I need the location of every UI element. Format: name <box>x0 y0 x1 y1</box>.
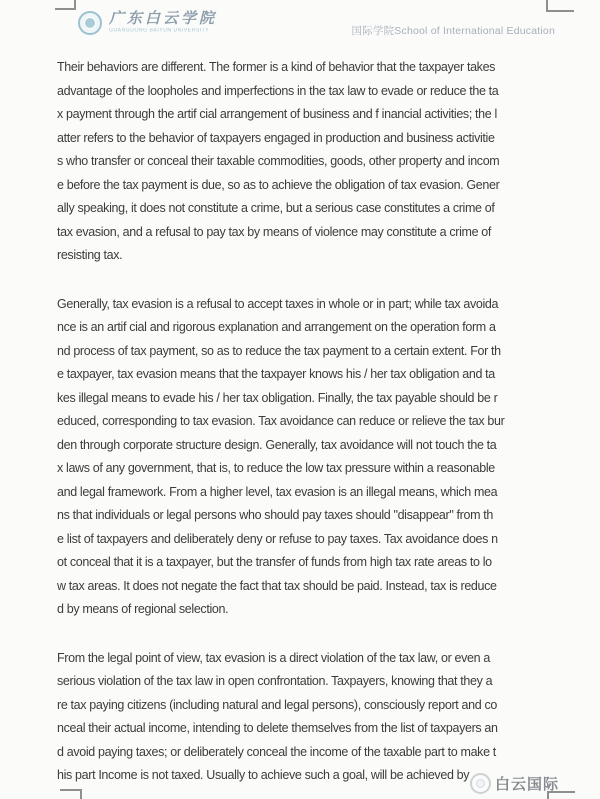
text-line: d avoid paying taxes; or deliberately conceal the income of the taxable part to make t <box>57 744 496 759</box>
text-line: ally speaking, it does not constitute a crime, but a serious case constitutes a crime of <box>57 201 495 215</box>
text-line: x laws of any government, that is, to reduce the low tax pressure within a reasonable <box>57 461 495 475</box>
text-line: den through corporate structure design. Generally, tax avoidance will not touch the ta <box>57 437 497 452</box>
watermark-logo-icon <box>470 773 491 794</box>
university-logo-icon <box>78 11 102 35</box>
text-line: ns that individuals or legal persons who should pay taxes should "disappear" from th <box>57 508 493 522</box>
paragraph <box>57 56 562 268</box>
text-line: nd process of tax payment, so as to reduce the tax payment to a certain extent. For th <box>57 343 501 358</box>
text-line: ot conceal that it is a taxpayer, but the transfer of funds from high tax rate areas to lo <box>57 555 492 569</box>
text-line: educed, corresponding to tax evasion. Tax avoidance can reduce or relieve the tax bur <box>57 414 505 428</box>
text-line: e before the tax payment is due, so as to achieve the obligation of tax evasion. Gener <box>57 177 500 192</box>
text-line: advantage of the loopholes and imperfections in the tax law to evade or reduce the ta <box>57 83 499 98</box>
document-body <box>57 56 562 788</box>
department-title: 国际学院School of International Education <box>351 25 555 37</box>
text-line: d by means of regional selection. <box>57 602 229 616</box>
paragraph <box>57 293 562 622</box>
text-line: x payment through the artif cial arrangement of business and f inancial activities; the l <box>57 107 497 121</box>
watermark <box>470 773 559 794</box>
text-line: kes illegal means to evade his / her tax obligation. Finally, the tax payable should be r <box>57 390 498 405</box>
text-line: nceal their actual income, intending to delete themselves from the list of taxpayers an <box>57 721 498 735</box>
text-line: e list of taxpayers and deliberately deny or refuse to pay taxes. Tax avoidance does n <box>57 531 498 546</box>
university-logo-emblem-icon <box>84 17 96 29</box>
corner-mark-top-left-icon <box>55 0 76 10</box>
watermark-logo-inner-icon <box>476 779 485 788</box>
text-line: s who transfer or conceal their taxable commodities, goods, other property and incom <box>57 154 500 168</box>
watermark-text: 白云国际 <box>495 776 560 793</box>
text-line: his part Income is not taxed. Usually to achieve such a goal, will be achieved by <box>57 768 470 782</box>
text-line: re tax paying citizens (including natural and legal persons), consciously report and co <box>57 697 497 712</box>
text-line: From the legal point of view, tax evasion is a direct violation of the tax law, or even a <box>57 650 490 665</box>
paragraph <box>57 647 562 788</box>
text-line: w tax areas. It does not negate the fact that tax should be paid. Instead, tax is reduce <box>57 578 497 593</box>
university-name-en: GUANGDONG BAIYUN UNIVERSITY <box>109 28 210 34</box>
university-logo-group <box>78 10 227 35</box>
text-line: serious violation of the tax law in open confrontation. Taxpayers, knowing that they a <box>57 674 493 688</box>
text-line: Generally, tax evasion is a refusal to accept taxes in whole or in part; while tax avoida <box>57 296 499 311</box>
page-header <box>78 10 555 38</box>
text-line: and legal framework. From a higher level, tax evasion is an illegal means, which mea <box>57 484 498 499</box>
text-line: tax evasion, and a refusal to pay tax by means of violence may constitute a crime of <box>57 224 492 239</box>
university-name-cn: 广东白云学院 <box>109 9 218 27</box>
text-line: nce is an artif cial and rigorous explanation and arrangement on the operation form a <box>57 320 496 334</box>
text-line: Their behaviors are different. The former is a kind of behavior that the taxpayer takes <box>57 60 496 74</box>
text-line: e taxpayer, tax evasion means that the taxpayer knows his / her tax obligation and ta <box>57 367 495 381</box>
text-line: atter refers to the behavior of taxpayers engaged in production and business activitie <box>57 130 495 145</box>
university-name-block <box>109 10 227 34</box>
text-line: resisting tax. <box>57 248 123 262</box>
corner-mark-bottom-left-icon <box>60 789 82 799</box>
